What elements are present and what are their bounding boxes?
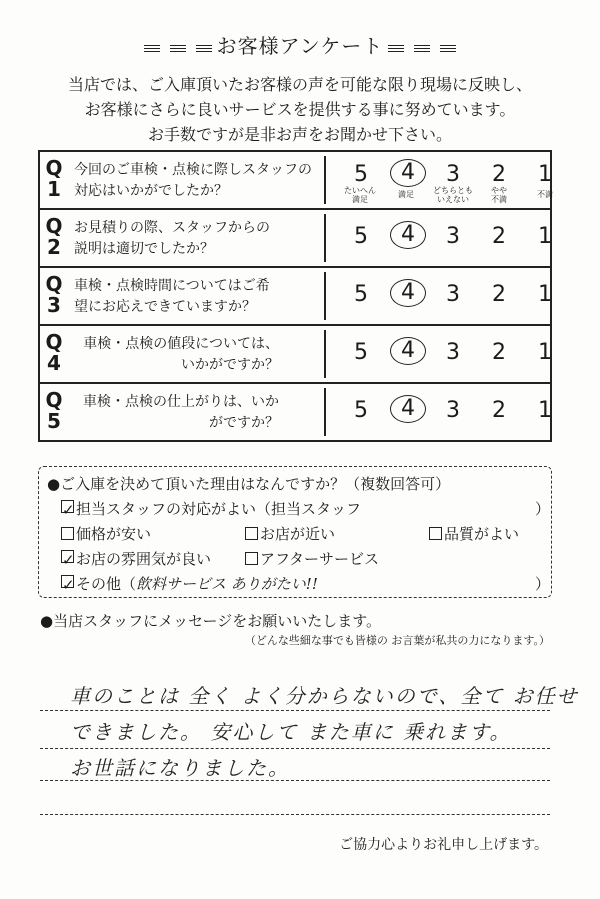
divider <box>324 330 326 378</box>
question-row <box>40 384 550 440</box>
divider <box>324 388 326 436</box>
score-3[interactable]: 3 <box>446 282 460 307</box>
checkbox-icon[interactable] <box>245 527 258 540</box>
message-heading: ●当店スタッフにメッセージをお願いいたします。 <box>40 612 381 630</box>
writing-line <box>40 814 550 815</box>
thanks-text: ご協力心よりお礼申し上げます。 <box>339 837 548 853</box>
reason-option-near[interactable]: お店が近い <box>245 523 335 544</box>
score-options <box>336 268 550 324</box>
score-options <box>336 326 550 382</box>
score-5[interactable]: 5 <box>354 224 368 249</box>
checkbox-checked-icon[interactable]: ✓ <box>62 551 75 569</box>
score-4-selected[interactable]: 4 <box>390 395 426 423</box>
score-2[interactable]: 2 <box>492 224 506 249</box>
score-5[interactable]: 5 <box>354 282 368 307</box>
question-text: 車検・点検の仕上がりは、いかがですか？ <box>83 394 279 431</box>
pattern-square-icon <box>440 43 456 52</box>
score-3[interactable]: 3 <box>446 162 460 187</box>
score-2[interactable]: 2 <box>492 282 506 307</box>
score-2[interactable]: 2 <box>492 162 506 187</box>
question-text: 今回のご車検・点検に際しスタッフの対応はいかがでしたか？ <box>74 162 312 199</box>
score-1[interactable]: 1 <box>538 340 552 365</box>
reason-heading: ●ご入庫を決めて頂いた理由はなんですか？（複数回答可） <box>47 475 451 493</box>
scale-label: やや 不満 <box>491 186 507 204</box>
handwritten-message-line: できました。 安心して また車に 乗れます。 <box>70 720 512 744</box>
score-1[interactable]: 1 <box>538 224 552 249</box>
reason-option-after-service[interactable]: アフターサービス <box>245 548 379 569</box>
divider <box>324 214 326 262</box>
close-paren: ） <box>535 575 551 593</box>
score-5[interactable]: 5 <box>354 398 368 423</box>
question-number: Q 4 <box>45 330 63 375</box>
score-1[interactable]: 1 <box>538 282 552 307</box>
score-2[interactable]: 2 <box>492 340 506 365</box>
intro-line: お客様にさらに良いサービスを提供する事に努めています。 <box>84 100 516 119</box>
question-row <box>40 210 550 268</box>
scale-label: 満足 <box>398 190 414 199</box>
score-options <box>336 152 553 208</box>
question-number: Q 1 <box>45 156 63 201</box>
reason-section <box>38 466 552 598</box>
message-subheading: （どんな些細な事でも皆様の お言葉が私共の力になります。） <box>244 634 550 647</box>
score-1[interactable]: 1 <box>538 398 552 423</box>
score-1[interactable]: 1 <box>538 162 552 187</box>
score-3[interactable]: 3 <box>446 340 460 365</box>
handwritten-message-line: 車のことは 全く よく分からないので、全て お任せ <box>70 684 579 708</box>
writing-line <box>40 710 550 711</box>
score-4-selected[interactable]: 4 <box>390 159 426 187</box>
question-text: お見積りの際、スタッフからの説明は適切でしたか？ <box>74 220 270 257</box>
scale-label: 不満 <box>537 190 553 199</box>
checkbox-checked-icon[interactable]: ✓ <box>62 576 75 594</box>
reason-option-other[interactable]: ✓その他（飲料サービス ありがたい!! <box>62 575 318 594</box>
question-table <box>38 150 552 442</box>
divider <box>324 272 326 320</box>
score-5[interactable]: 5 <box>354 162 368 187</box>
question-number: Q 3 <box>45 272 63 317</box>
checkbox-icon[interactable] <box>429 527 442 540</box>
pattern-square-icon <box>144 43 160 52</box>
question-row <box>40 152 553 210</box>
reason-option-quality[interactable]: 品質がよい <box>429 523 519 544</box>
handwritten-message-line: お世話になりました。 <box>70 756 290 780</box>
other-handwritten-text: 飲料サービス ありがたい!! <box>136 575 318 593</box>
score-5[interactable]: 5 <box>354 340 368 365</box>
reason-option-price[interactable]: 価格が安い <box>61 523 151 544</box>
checkbox-icon[interactable] <box>245 552 258 565</box>
score-options <box>336 210 550 266</box>
pattern-square-icon <box>388 43 404 52</box>
question-row <box>40 268 550 326</box>
pattern-square-icon <box>170 43 186 52</box>
question-number: Q 5 <box>45 388 63 433</box>
scale-label: たいへん 満足 <box>344 186 376 204</box>
question-text: 車検・点検時間についてはご希望にお応えできていますか？ <box>74 278 270 315</box>
reason-option-staff[interactable]: ✓担当スタッフの対応がよい（担当スタッフ <box>62 500 362 519</box>
writing-line <box>40 748 550 749</box>
intro-line: お手数ですが是非お声をお聞かせ下さい。 <box>147 125 452 144</box>
score-4-selected[interactable]: 4 <box>390 221 426 249</box>
question-row <box>40 326 550 384</box>
scale-label: どちらとも いえない <box>433 186 473 204</box>
score-4-selected[interactable]: 4 <box>390 279 426 307</box>
reason-option-atmosphere[interactable]: ✓お店の雰囲気が良い <box>62 550 212 569</box>
score-2[interactable]: 2 <box>492 398 506 423</box>
checkbox-icon[interactable] <box>61 527 74 540</box>
score-4-selected[interactable]: 4 <box>390 337 426 365</box>
checkbox-checked-icon[interactable]: ✓ <box>62 501 75 519</box>
intro-text <box>0 72 600 147</box>
question-text: 車検・点検の値段については、いかがですか？ <box>83 336 279 373</box>
question-number: Q 2 <box>45 214 63 259</box>
pattern-square-icon <box>414 43 430 52</box>
intro-line: 当店では、ご入庫頂いたお客様の声を可能な限り現場に反映し、 <box>67 75 532 94</box>
close-paren: ） <box>535 500 551 518</box>
divider <box>324 156 326 204</box>
score-3[interactable]: 3 <box>446 398 460 423</box>
score-options <box>336 384 550 440</box>
survey-title: お客様アンケート <box>0 30 600 59</box>
score-3[interactable]: 3 <box>446 224 460 249</box>
pattern-square-icon <box>196 43 212 52</box>
